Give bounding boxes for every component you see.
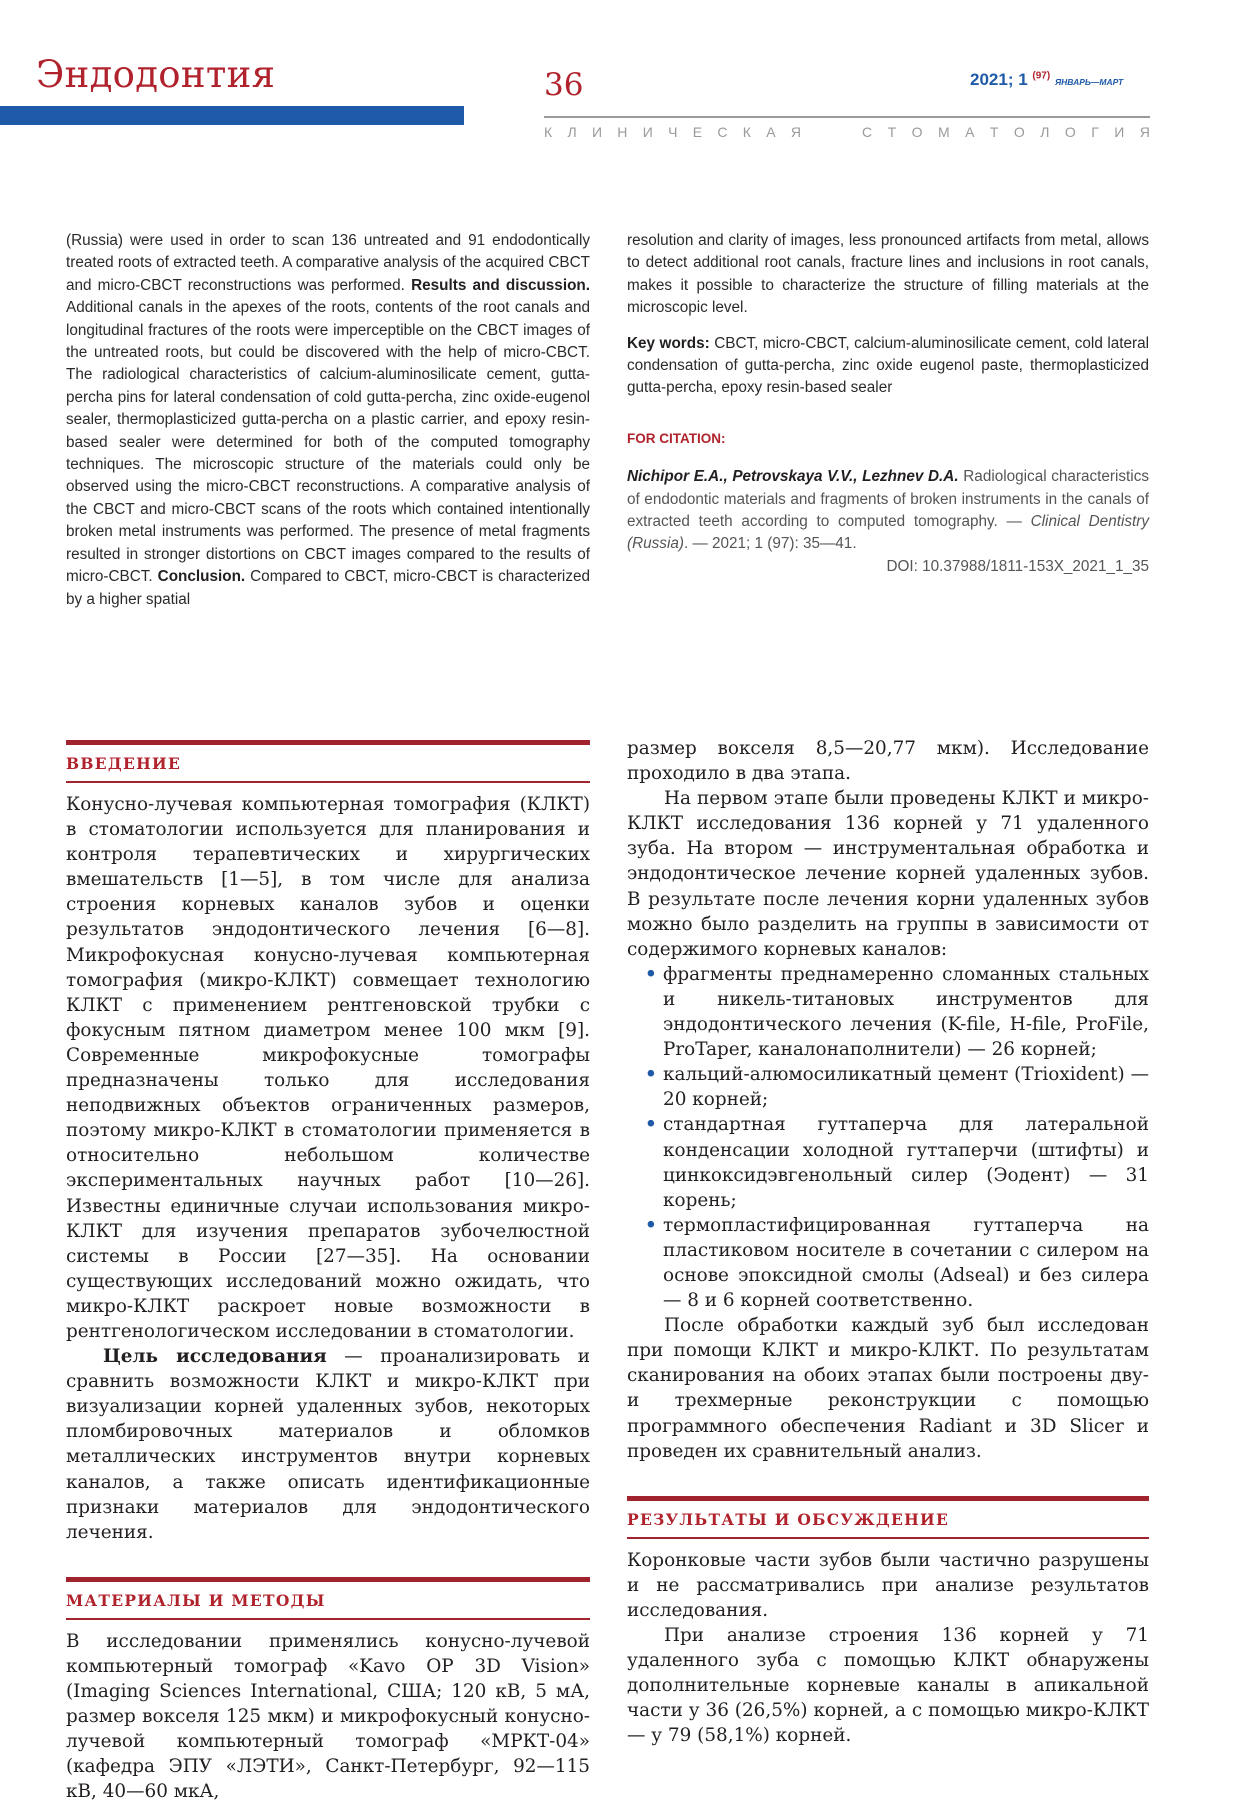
methods-heading bbox=[66, 1577, 590, 1620]
citation-text: Radiological characteristics of endodontic materials and fragments of broken instruments in the canals of extracted teeth according to computed tomography. — bbox=[627, 468, 1150, 531]
aim-text: — проанализировать и сравнить возможности КЛКТ и микро-КЛКТ при визуализации корней удаленных зубов, некоторых пломбировочных материалов и обломков металлических инструментов внутри корневых каналов, а также описать идентификационные признаки материалов для эндодонтического лечения. bbox=[66, 1346, 590, 1543]
journal-letter: Я bbox=[790, 124, 801, 140]
abstract-right-column bbox=[627, 230, 1149, 578]
heading-rule bbox=[627, 1537, 1149, 1539]
paragraph: После обработки каждый зуб был исследован при помощи КЛКТ и микро-КЛКТ. По результатам сканирования на обоих этапах были построены дву- и трехмерные реконструкции с помощью программного обеспечения Radiant и 3D Slicer и проведен их сравнительный анализ. bbox=[627, 1315, 1149, 1462]
intro-text bbox=[66, 792, 590, 1545]
aim-label: Цель исследования bbox=[103, 1346, 327, 1368]
journal-letter: Г bbox=[1091, 124, 1099, 140]
abstract-text: Additional canals in the apexes of the roots, contents of the root canals and longitudinal fractures of the roots were imperceptible on the CBCT images of the untreated roots, but could be discovered with the help of micro-CBCT. The radiological characteristics of calcium-aluminosilicate cement, gutta-percha pins for lateral condensation of cold gutta-percha, zinc oxide-eugenol sealer, thermoplasticized gutta-percha on a plastic carrier, and epoxy resin-based sealer were determined for both of the computed tomography techniques. The microscopic structure of the materials could only be observed using the micro-CBCT reconstructions. A comparative analysis of the CBCT and micro-CBCT scans of the roots which contained intentionally broken metal instruments was performed. The presence of metal fragments resulted in stronger distortions on CBCT images compared to the results of micro-CBCT. bbox=[66, 299, 590, 586]
issue-year: 2021; 1 bbox=[970, 70, 1028, 89]
paragraph: На первом этапе были проведены КЛКТ и микро-КЛКТ исследования 136 корней у 71 удаленного зуба. На втором — инструментальная обработка и эндодонтическое лечение корней удаленных зубов. В результате после лечения корни удаленных зубов можно было разделить на группы в зависимости от содержимого корневых каналов: bbox=[627, 788, 1149, 960]
keywords-text: CBCT, micro-CBCT, calcium-aluminosilicate cement, cold lateral condensation of gutta-percha, zinc oxide eugenol paste, thermoplasticized gutta-percha, epoxy resin-based sealer bbox=[627, 334, 1149, 397]
keywords-label: Key words: bbox=[627, 334, 710, 352]
paragraph: Коронковые части зубов были частично разрушены и не рассматривались при анализе результатов исследования. bbox=[627, 1549, 1149, 1621]
section-title: Эндодонтия bbox=[36, 53, 276, 96]
list-item: • термопластифицированная гуттаперча на пластиковом носителе в сочетании с силером на основе эпоксидной смолы (Adseal) и без силера — 8 и 6 корней соответственно. bbox=[627, 1213, 1149, 1313]
journal-letter: Я bbox=[1139, 124, 1150, 140]
list-item: • фрагменты преднамеренно сломанных стальных и никель-титановых инструментов для эндодонтического лечения (K-file, H-file, ProFile, ProTaper, каналонаполнители) — 26 корней; bbox=[627, 962, 1149, 1062]
journal-letter: А bbox=[965, 124, 975, 140]
journal-letter: Л bbox=[1040, 124, 1050, 140]
journal-letter: К bbox=[742, 124, 751, 140]
body-left-column bbox=[66, 740, 590, 1804]
results-text bbox=[627, 1548, 1149, 1749]
journal-word-1 bbox=[544, 124, 801, 140]
paragraph bbox=[66, 1344, 590, 1545]
body-right-column bbox=[627, 736, 1149, 1748]
journal-letter: С bbox=[717, 124, 728, 140]
intro-heading bbox=[66, 740, 590, 783]
journal-letter: Т bbox=[887, 124, 897, 140]
journal-letter: К bbox=[544, 124, 553, 140]
conclusion-label: Conclusion. bbox=[157, 568, 246, 586]
paragraph: В исследовании применялись конусно-лучевой компьютерный томограф «Kavo OP 3D Vision» (Imaging Sciences International, США; 120 кВ, 5 мА, размер вокселя 125 мкм) и микрофокусный конусно-лучевой компьютерный томограф «МРКТ-04» (кафедра ЭПУ «ЛЭТИ», Санкт-Петербург, 92—115 кВ, 40—60 мкА, bbox=[66, 1630, 590, 1803]
list-item: • кальций-алюмосиликатный цемент (Trioxident) — 20 корней; bbox=[627, 1062, 1149, 1112]
citation-authors: Nichipor E.A., Petrovskaya V.V., Lezhnev D.A. bbox=[627, 468, 959, 486]
journal-letter: Ч bbox=[668, 124, 678, 140]
journal-letter: И bbox=[591, 124, 602, 140]
journal-letter: Н bbox=[617, 124, 628, 140]
heading-rule bbox=[66, 781, 590, 783]
issue-number: (97) bbox=[1032, 70, 1051, 82]
journal-letter: И bbox=[1114, 124, 1125, 140]
journal-word-2 bbox=[862, 124, 1150, 140]
methods-text-continued bbox=[627, 736, 1149, 1464]
journal-letter: С bbox=[862, 124, 873, 140]
section-color-bar bbox=[0, 106, 464, 125]
issue-months: ЯНВАРЬ—МАРТ bbox=[1054, 77, 1124, 87]
journal-letter: М bbox=[937, 124, 950, 140]
citation bbox=[627, 466, 1149, 556]
journal-letter: О bbox=[1013, 124, 1025, 140]
journal-letter: А bbox=[766, 124, 776, 140]
abstract-text: Compared to CBCT, micro-CBCT is characterized by a higher spatial bbox=[66, 568, 590, 608]
intro-heading-label: ВВЕДЕНИЕ bbox=[66, 754, 182, 773]
abstract-text: resolution and clarity of images, less pronounced artifacts from metal, allows to detect additional root canals, fracture lines and inclusions in root canals, makes it possible to characterize the structure of filling materials at the microscopic level. bbox=[627, 232, 1149, 317]
journal-letter: Е bbox=[692, 124, 703, 140]
journal-name bbox=[544, 124, 1150, 140]
citation-tail: . — 2021; 1 (97): 35—41. bbox=[683, 535, 857, 553]
page-number: 36 bbox=[544, 67, 584, 103]
journal-letter: И bbox=[642, 124, 653, 140]
results-label: Results and discussion. bbox=[411, 276, 591, 294]
journal-letter: Л bbox=[567, 124, 577, 140]
header-rule bbox=[544, 116, 1150, 118]
results-heading bbox=[627, 1496, 1149, 1539]
results-heading-label: РЕЗУЛЬТАТЫ И ОБСУЖДЕНИЕ bbox=[627, 1509, 950, 1529]
paragraph: Конусно-лучевая компьютерная томография (КЛКТ) в стоматологии используется для планирования и контроля терапевтических и хирургических вмешательств [1—5], в том числе для анализа строения корневых каналов зубов и оценки результатов эндодонтического лечения [6—8]. Микрофокусная конусно-лучевая компьютерная томография (микро-КЛКТ) совмещает технологию КЛКТ с применением рентгеновской трубки с фокусным пятном диаметром менее 100 мкм [9]. Современные микрофокусные томографы предназначены только для исследования неподвижных объектов ограниченных размеров, поэтому микро-КЛКТ в стоматологии применяется в относительно небольшом количестве экспериментальных научных работ [10—26]. Известны единичные случаи использования микро-КЛКТ для изучения препаратов зубочелюстной системы в России [27—35]. На основании существующих исследований можно ожидать, что микро-КЛКТ раскроет новые возможности в рентгенологическом исследовании в стоматологии. bbox=[66, 794, 590, 1342]
list-item: • стандартная гуттаперча для латеральной конденсации холодной гуттаперчи (штифты) и цинкоксидэвгенольный силер (Эодент) — 31 корень; bbox=[627, 1112, 1149, 1212]
keywords bbox=[627, 333, 1149, 400]
abstract-text: (Russia) were used in order to scan 136 untreated and 91 endodontically treated roots of extracted teeth. A comparative analysis of the acquired CBCT and micro-CBCT reconstructions was performed. bbox=[66, 232, 590, 294]
for-citation-label: FOR CITATION: bbox=[627, 430, 726, 446]
paragraph: размер вокселя 8,5—20,77 мкм). Исследование проходило в два этапа. bbox=[627, 738, 1149, 785]
journal-letter: О bbox=[1064, 124, 1076, 140]
methods-heading-label: МАТЕРИАЛЫ И МЕТОДЫ bbox=[66, 1590, 326, 1610]
abstract-left-column bbox=[66, 230, 590, 611]
journal-letter: О bbox=[911, 124, 923, 140]
methods-text bbox=[66, 1629, 590, 1804]
journal-letter: Т bbox=[989, 124, 999, 140]
heading-rule bbox=[66, 1618, 590, 1620]
paragraph: При анализе строения 136 корней у 71 удаленного зуба с помощью КЛКТ обнаружены дополнительные корневые каналы в апикальной части у 36 (26,5%) корней, а с помощью микро-КЛКТ — у 79 (58,1%) корней. bbox=[627, 1625, 1149, 1747]
doi: DOI: 10.37988/1811-153X_2021_1_35 bbox=[886, 557, 1149, 575]
issue-info bbox=[970, 70, 1123, 90]
citation-journal: Clinical Dentistry (Russia) bbox=[627, 513, 1149, 553]
